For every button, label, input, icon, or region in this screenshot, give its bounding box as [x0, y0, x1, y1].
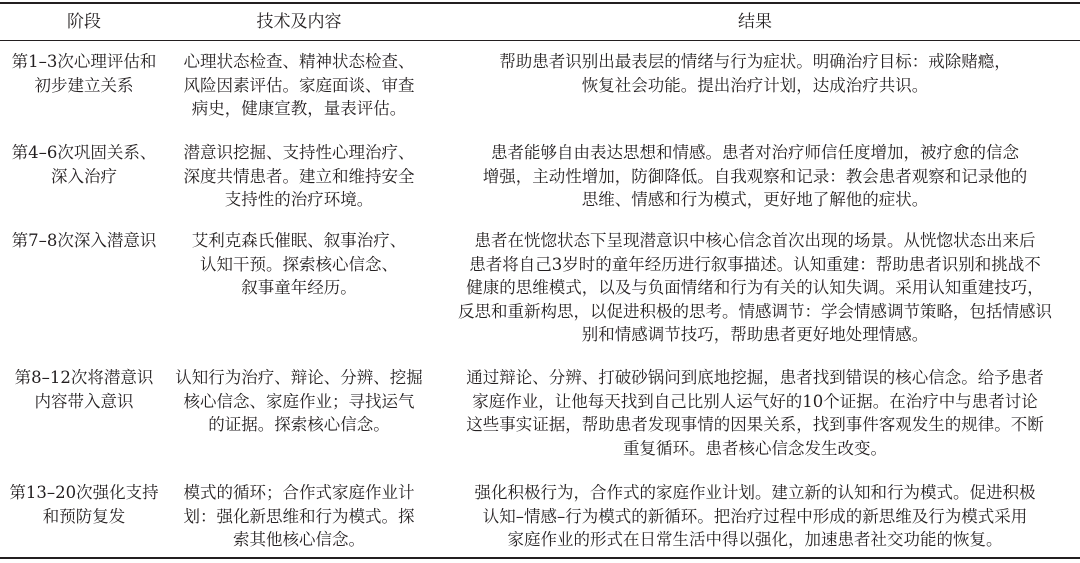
technique-line: 心理状态检查、精神状态检查、 — [183, 52, 415, 71]
result-line: 强化积极行为，合作式的家庭作业计划。建立新的认知和行为模式。促进积极 — [474, 483, 1036, 502]
result-line: 家庭作业，让他每天找到自己比别人运气好的10个证据。在治疗中与患者讨论 — [472, 391, 1038, 411]
result-line: 认知–情感–行为模式的新循环。把治疗过程中形成的新思维及行为模式采用 — [482, 506, 1028, 526]
stage-line: 内容带入意识 — [34, 391, 134, 411]
stage-cell — [0, 50, 168, 97]
technique-cell — [168, 50, 430, 121]
stage-line: 第8–12次将潜意识 — [14, 368, 154, 387]
technique-line: 认知干预。探索核心信念、 — [200, 254, 398, 274]
stage-line: 深入治疗 — [51, 166, 117, 186]
result-line: 反思和重新构思，以促进积极的思考。情感调节：学会情感调节策略，包括情感识 — [458, 301, 1052, 321]
stage-line: 初步建立关系 — [34, 75, 134, 95]
result-cell — [430, 366, 1080, 460]
table-bottom-rule — [0, 557, 1080, 559]
header-stage: 阶段 — [67, 12, 101, 32]
result-line: 这些事实证据，帮助患者发现事情的因果关系，找到事件客观发生的规律。不断 — [466, 415, 1044, 434]
result-line: 别和情感调节技巧，帮助患者更好地处理情感。 — [581, 325, 929, 344]
technique-line: 风险因素评估。家庭面谈、审查 — [183, 75, 415, 95]
result-line: 健康的思维模式，以及与负面情绪和行为有关的认知失调。采用认知重建技巧， — [466, 278, 1044, 297]
technique-line: 病史，健康宣教，量表评估。 — [191, 99, 407, 118]
stage-line: 第7–8次深入潜意识 — [11, 231, 157, 250]
result-line: 恢复社会功能。提出治疗计划，达成治疗共识。 — [581, 75, 929, 95]
technique-line: 核心信念、家庭作业；寻找运气 — [183, 391, 415, 411]
technique-line: 支持性的治疗环境。 — [224, 190, 374, 209]
result-line: 患者在恍惚状态下呈现潜意识中核心信念首次出现的场景。从恍惚状态出来后 — [474, 231, 1036, 250]
result-line: 患者将自己3岁时的童年经历进行叙事描述。认知重建：帮助患者识别和挑战不 — [469, 254, 1041, 274]
stage-cell — [0, 229, 168, 253]
technique-line: 索其他核心信念。 — [233, 530, 365, 549]
technique-line: 模式的循环；合作式家庭作业计 — [183, 483, 415, 502]
technique-line: 划：强化新思维和行为模式。探 — [183, 506, 415, 526]
result-line: 患者能够自由表达思想和情感。患者对治疗师信任度增加，被疗愈的信念 — [491, 143, 1019, 162]
technique-line: 潜意识挖掘、支持性心理治疗、 — [183, 143, 415, 162]
header-rule — [0, 40, 1080, 41]
technique-line: 的证据。探索核心信念。 — [208, 415, 390, 434]
table-top-rule — [0, 2, 1080, 4]
technique-line: 认知行为治疗、辩论、分辨、挖掘 — [175, 368, 423, 387]
result-cell — [430, 229, 1080, 347]
result-cell — [430, 481, 1080, 552]
stage-cell — [0, 141, 168, 188]
stage-cell — [0, 481, 168, 528]
technique-cell — [168, 366, 430, 437]
result-cell — [430, 141, 1080, 212]
stage-line: 第4–6次巩固关系、 — [11, 143, 157, 162]
technique-cell — [168, 141, 430, 212]
technique-line: 叙事童年经历。 — [241, 278, 357, 297]
result-line: 重复循环。患者核心信念发生改变。 — [623, 438, 887, 458]
header-technique: 技术及内容 — [256, 12, 342, 32]
stage-line: 第13–20次强化支持 — [9, 483, 159, 502]
result-line: 家庭作业的形式在日常生活中得以强化，加速患者社交功能的恢复。 — [507, 530, 1003, 549]
stage-line: 第1–3次心理评估和 — [11, 52, 157, 71]
stage-cell — [0, 366, 168, 413]
technique-cell — [168, 481, 430, 552]
technique-line: 艾利克森氏催眠、叙事治疗、 — [191, 231, 407, 250]
result-line: 思维、情感和行为模式，更好地了解他的症状。 — [581, 190, 929, 209]
result-line: 通过辩论、分辨、打破砂锅问到底地挖掘，患者找到错误的核心信念。给予患者 — [466, 368, 1044, 387]
result-line: 帮助患者识别出最表层的情绪与行为症状。明确治疗目标：戒除赌瘾， — [499, 52, 1011, 71]
result-line: 增强，主动性增加，防御降低。自我观察和记录：教会患者观察和记录他的 — [482, 166, 1028, 186]
header-result: 结果 — [738, 12, 772, 32]
technique-cell — [168, 229, 430, 300]
stage-line: 和预防复发 — [42, 506, 126, 526]
result-cell — [430, 50, 1080, 97]
technique-line: 深度共情患者。建立和维持安全 — [183, 166, 415, 186]
